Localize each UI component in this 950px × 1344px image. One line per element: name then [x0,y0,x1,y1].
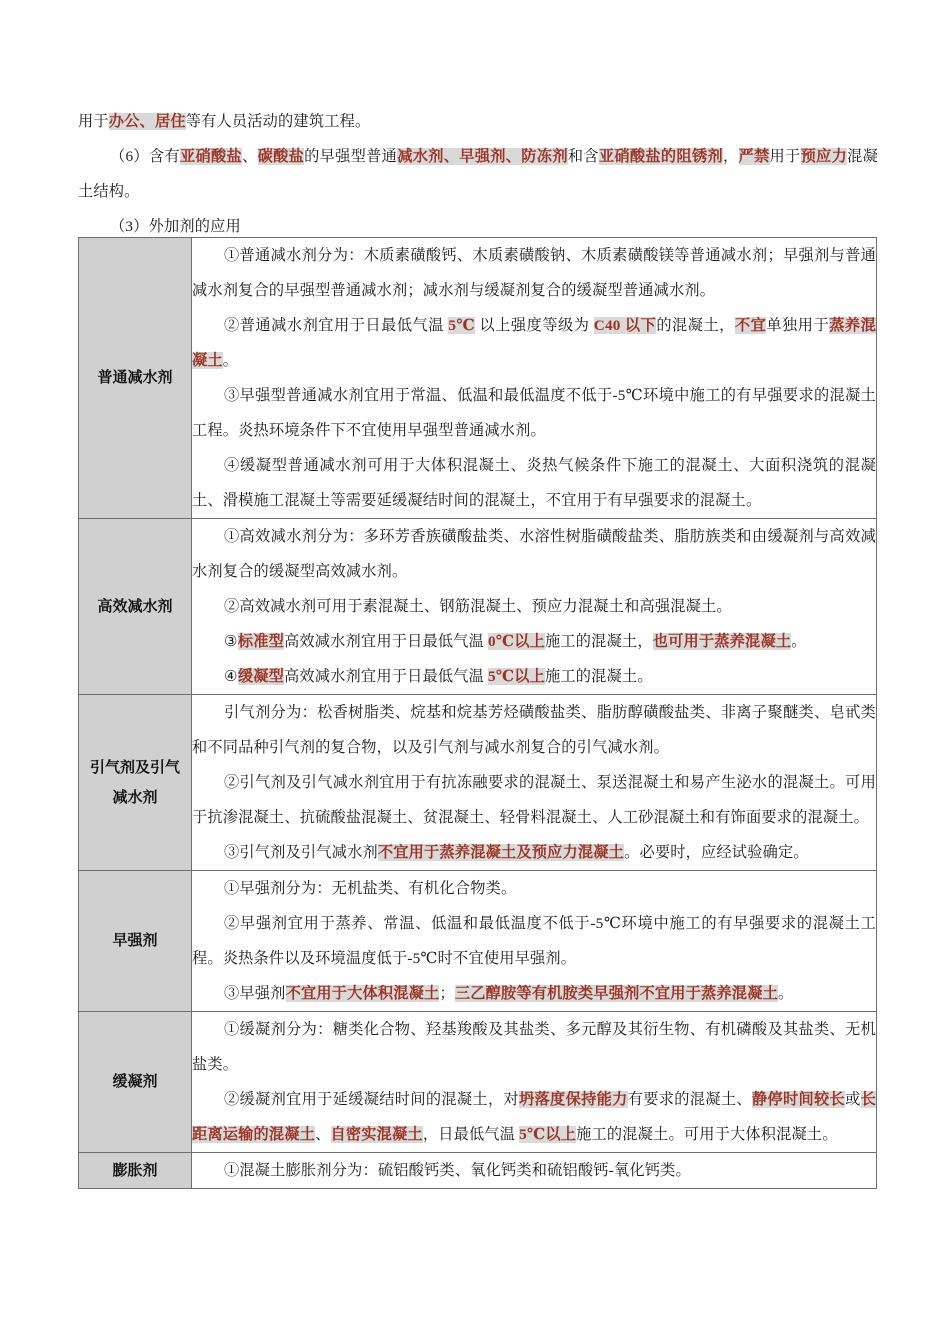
cell-paragraph [192,519,876,589]
cell-paragraph [192,448,876,518]
row-label-cell [79,695,192,871]
text-run: （3）外加剂的应用 [110,218,241,235]
text-run: 高效减水剂宜用于日最低气温 [284,633,489,650]
highlighted-term: 办公、居住 [108,113,186,130]
row-content-cell [192,871,877,1012]
row-content-cell [192,519,877,695]
highlighted-term: C40 以下 [593,317,657,334]
text-run: ③早强型普通减水剂宜用于常温、低温和最低温度不低于-5℃环境中施工的有早强要求的混凝土工程。炎热环境条件下不宜使用早强型普通减水剂。 [192,387,876,439]
highlighted-term: 亚硝酸盐 [179,148,243,165]
text-run: ②缓凝剂宜用于延缓凝结时间的混凝土，对 [224,1091,519,1108]
table-row [79,1153,877,1189]
table-row [79,871,877,1012]
cell-paragraph [192,238,876,308]
text-run: 施工的混凝土， [545,633,653,650]
highlighted-term: 5℃以上 [519,1126,577,1143]
text-run: ②早强剂宜用于蒸养、常温、低温和最低温度不低于-5℃环境中施工的有早强要求的混凝土工程。炎热条件以及环境温度低于-5℃时不宜使用早强剂。 [192,915,876,967]
text-run: ④ [224,668,238,685]
highlighted-term: 5℃ [448,317,476,334]
text-run: （6）含有 [110,148,180,165]
text-run: 引气剂分为：松香树脂类、烷基和烷基芳烃磺酸盐类、脂肪醇磺酸盐类、非离子聚醚类、皂甙类和不同品种引气剂的复合物，以及引气剂与减水剂复合的引气减水剂。 [192,704,876,756]
highlighted-term: 标准型 [237,633,284,650]
cell-paragraph [192,308,876,378]
cell-paragraph [192,871,876,906]
cell-paragraph [192,695,876,765]
highlighted-term: 0℃以上 [488,633,546,650]
highlighted-term: 蒸养混凝土 [192,317,877,369]
intro-paragraphs [78,104,878,244]
highlighted-term: 预应力 [800,148,848,165]
text-run: 的混凝土， [656,317,735,334]
highlighted-term: 静停时间较长 [751,1091,846,1108]
row-content-cell [192,1012,877,1153]
highlighted-term: 亚硝酸盐的阻锈剂 [598,148,723,165]
cell-paragraph [192,1012,876,1082]
row-label-cell: 膨胀剂 [79,1153,192,1189]
cell-paragraph [192,976,876,1011]
text-run: 。 [791,633,807,650]
text-run: 和含 [567,148,599,165]
table-row [79,238,877,519]
text-run: ②普通减水剂宜用于日最低气温 [224,317,449,334]
text-run: 的早强型普通 [304,148,398,165]
text-run: 、 [242,148,258,165]
highlighted-term: 长距离运输的混凝土 [192,1091,876,1143]
cell-paragraph [192,906,876,976]
text-run: ③早强剂 [224,985,286,1002]
text-run: 有要求的混凝土、 [627,1091,752,1108]
row-label-cell: 缓凝剂 [79,1012,192,1153]
text-run: 高效减水剂宜用于日最低气温 [284,668,489,685]
text-run: ③引气剂及引气减水剂 [224,844,378,861]
text-run: 。 [222,352,239,369]
text-run: ， [722,148,739,165]
text-run: 施工的混凝土。可用于大体积混凝土。 [576,1126,838,1143]
text-run: ； [439,985,455,1002]
text-run: 用于 [78,113,109,130]
cell-paragraph [192,1082,876,1152]
highlighted-term: 不宜用于蒸养混凝土及预应力混凝土 [377,844,625,861]
highlighted-term: 缓凝型 [237,668,284,685]
text-run: 单独用于 [766,317,830,334]
text-run: ①高效减水剂分为：多环芳香族磺酸盐类、水溶性树脂磺酸盐类、脂肪族类和由缓凝剂与高效减水剂复合的缓凝型高效减水剂。 [192,528,876,580]
cell-paragraph [192,624,876,659]
row-content-cell [192,1153,877,1189]
row-label-cell: 普通减水剂 [79,238,192,519]
row-content-cell [192,695,877,871]
table-row [79,695,877,871]
highlighted-term: 不宜用于大体积混凝土 [285,985,440,1002]
text-run: 。 [777,985,794,1002]
text-run: ①混凝土膨胀剂分为：硫铝酸钙类、氧化钙类和硫铝酸钙-氧化钙类。 [224,1162,691,1179]
text-run: 以上强度等级为 [475,317,594,334]
table-row [79,519,877,695]
text-run: ②高效减水剂可用于素混凝土、钢筋混凝土、预应力混凝土和高强混凝土。 [224,598,732,615]
row-label-line: 减水剂 [112,788,158,806]
table-row [79,1012,877,1153]
text-run: ②引气剂及引气减水剂宜用于有抗冻融要求的混凝土、泵送混凝土和易产生泌水的混凝土。可用于抗渗混凝土、抗硫酸盐混凝土、贫混凝土、轻骨料混凝土、人工砂混凝土和有饰面要求的混凝土。 [192,774,876,826]
text-run: 或 [845,1091,861,1108]
row-label-cell: 早强剂 [79,871,192,1012]
highlighted-term: 坍落度保持能力 [519,1091,628,1108]
cell-paragraph [192,378,876,448]
highlighted-term: 自密实混凝土 [330,1126,423,1143]
text-run: ④缓凝型普通减水剂可用于大体积混凝土、炎热气候条件下施工的混凝土、大面积浇筑的混凝土、滑模施工混凝土等需要延缓凝结时间的混凝土，不宜用于有早强要求的混凝土。 [192,457,876,509]
text-run: ①早强剂分为：无机盐类、有机化合物类。 [224,880,517,897]
highlighted-term: 三乙醇胺等有机胺类早强剂不宜用于蒸养混凝土 [454,985,778,1002]
highlighted-term: 不宜 [734,317,767,334]
highlighted-term: 减水剂、早强剂、防冻剂 [397,148,568,165]
paragraph-用于办公居住 [78,104,878,139]
cell-paragraph [192,835,876,870]
highlighted-term: 5℃以上 [488,668,546,685]
text-run: ①普通减水剂分为：木质素磺酸钙、木质素磺酸钠、木质素磺酸镁等普通减水剂；早强剂与普通减水剂复合的早强型普通减水剂；减水剂与缓凝剂复合的缓凝型普通减水剂。 [192,247,876,299]
text-run: 施工的混凝土。 [545,668,653,685]
highlighted-term: 碳酸盐 [257,148,305,165]
row-content-cell [192,238,877,519]
cell-paragraph [192,589,876,624]
cell-paragraph [192,1153,876,1188]
text-run: ①缓凝剂分为：糖类化合物、羟基羧酸及其盐类、多元醇及其衍生物、有机磷酸及其盐类、无机盐类。 [192,1021,876,1073]
text-run: 混凝土结构。 [78,148,879,200]
row-label-line: 引气剂及引气 [89,758,180,776]
text-run: 。必要时，应经试验确定。 [624,844,809,861]
text-run: 用于 [769,148,801,165]
text-run: 等有人员活动的建筑工程。 [185,113,371,130]
text-run: 、 [315,1126,331,1143]
row-label-cell: 高效减水剂 [79,519,192,695]
highlighted-term: 严禁 [738,148,770,165]
table-body [79,238,877,1189]
cell-paragraph [192,765,876,835]
paragraph-item-6 [78,139,878,209]
highlighted-term: 也可用于蒸养混凝土 [652,633,792,650]
admixture-application-table [78,237,877,1189]
text-run: ③ [224,633,238,650]
cell-paragraph [192,659,876,694]
text-run: ，日最低气温 [422,1126,520,1143]
